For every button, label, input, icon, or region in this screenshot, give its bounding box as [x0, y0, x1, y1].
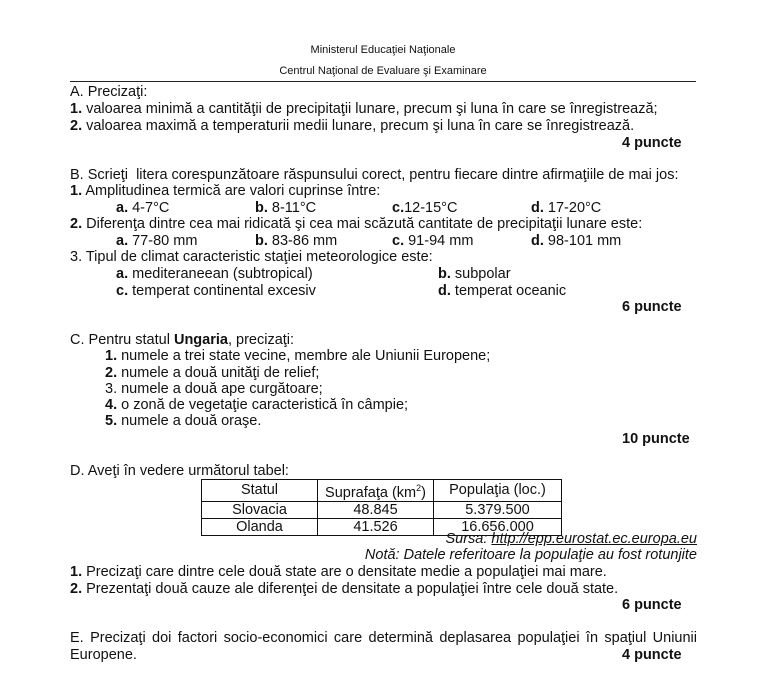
- section-b-points: 6 puncte: [622, 299, 682, 315]
- table-cell: Olanda: [202, 518, 318, 535]
- section-b-title: B. Scrieţi litera corespunzătoare răspunsului corect, pentru fiecare dintre afirmaţiile de mai jos:: [70, 167, 679, 183]
- section-d-points: 6 puncte: [622, 597, 682, 613]
- option-3c: c. temperat continental excesiv: [116, 283, 316, 299]
- section-b-question-1: 1. Amplitudinea termică are valori cuprinse între:: [70, 183, 381, 199]
- section-e-points: 4 puncte: [622, 647, 682, 663]
- option-3a: a. mediteraneean (subtropical): [116, 266, 313, 282]
- section-c-item-4: 4. o zonă de vegetaţie caracteristică în câmpie;: [105, 397, 409, 413]
- section-e-line-2: Europene.: [70, 647, 137, 663]
- option-1a: a. 4-7°C: [116, 200, 170, 216]
- option-2a: a. 77-80 mm: [116, 233, 198, 249]
- section-c-item-3: 3. numele a două ape curgătoare;: [105, 381, 323, 397]
- section-c-item-5: 5. numele a două oraşe.: [105, 413, 262, 429]
- option-3d: d. temperat oceanic: [438, 283, 567, 299]
- option-2b: b. 83-86 mm: [255, 233, 338, 249]
- section-c-item-2: 2. numele a două unităţi de relief;: [105, 365, 320, 381]
- section-e-line-1: E. Precizaţi doi factori socio-economici care determină deplasarea populaţiei în spaţiul Uniunii: [70, 630, 697, 646]
- table-cell: 16.656.000: [434, 518, 562, 535]
- table-header-row: [202, 480, 562, 502]
- center-title: Centrul Naţional de Evaluare şi Examinare: [279, 65, 487, 77]
- table-cell: 48.845: [318, 501, 434, 518]
- option-2d: d. 98-101 mm: [531, 233, 622, 249]
- table-cell: 5.379.500: [434, 501, 562, 518]
- option-2c: c. 91-94 mm: [392, 233, 474, 249]
- source-line: Sursa: http://epp.eurostat.ec.europa.eu: [445, 531, 697, 547]
- option-1d: d. 17-20°C: [531, 200, 602, 216]
- data-table: [201, 479, 562, 536]
- header-cell: Populaţia (loc.): [434, 480, 562, 502]
- section-a-points: 4 puncte: [622, 135, 682, 151]
- option-3b: b. subpolar: [438, 266, 511, 282]
- section-d-item-1: 1. Precizaţi care dintre cele două state are o densitate medie a populaţiei mai mare.: [70, 564, 607, 580]
- table-cell: Slovacia: [202, 501, 318, 518]
- section-c-title: C. Pentru statul Ungaria, precizaţi:: [70, 332, 295, 348]
- section-a-item-2: 2. valoarea maximă a temperaturii medii lunare, precum şi luna în care se înregistrează.: [70, 118, 635, 134]
- section-letter: A.: [70, 84, 84, 100]
- data-note: Notă: Datele referitoare la populaţie au fost rotunjite: [364, 547, 697, 563]
- section-c-points: 10 puncte: [622, 431, 690, 447]
- table-row: [202, 501, 562, 518]
- section-b-question-3: 3. Tipul de climat caracteristic staţiei meteorologice este:: [70, 249, 433, 265]
- source-link[interactable]: http://epp.eurostat.ec.europa.eu: [491, 531, 697, 547]
- section-d-item-2: 2. Prezentaţi două cauze ale diferenţei de densitate a populaţiei între cele două state.: [70, 581, 619, 597]
- section-d-title: D. Aveţi în vedere următorul tabel:: [70, 463, 289, 479]
- section-c-item-1: 1. numele a trei state vecine, membre ale Uniunii Europene;: [105, 348, 491, 364]
- ministry-title: Ministerul Educaţiei Naţionale: [310, 44, 456, 56]
- option-1c: c.12-15°C: [392, 200, 458, 216]
- country-name: Ungaria: [173, 332, 228, 348]
- section-a-title: A. Precizaţi:: [70, 84, 148, 100]
- section-a-item-1: 1. valoarea minimă a cantităţii de precipitaţii lunare, precum şi luna în care se înregistrează;: [70, 101, 658, 117]
- header-cell: Suprafaţa $(km^2)$: [318, 480, 434, 502]
- header-divider: [70, 81, 696, 82]
- table-cell: 41.526: [318, 518, 434, 535]
- header-cell: Statul: [202, 480, 318, 502]
- section-b-question-2: 2. Diferenţa dintre cea mai ridicată şi cea mai scăzută cantitate de precipitaţii lunare este:: [70, 216, 643, 232]
- option-1b: b. 8-11°C: [255, 200, 317, 216]
